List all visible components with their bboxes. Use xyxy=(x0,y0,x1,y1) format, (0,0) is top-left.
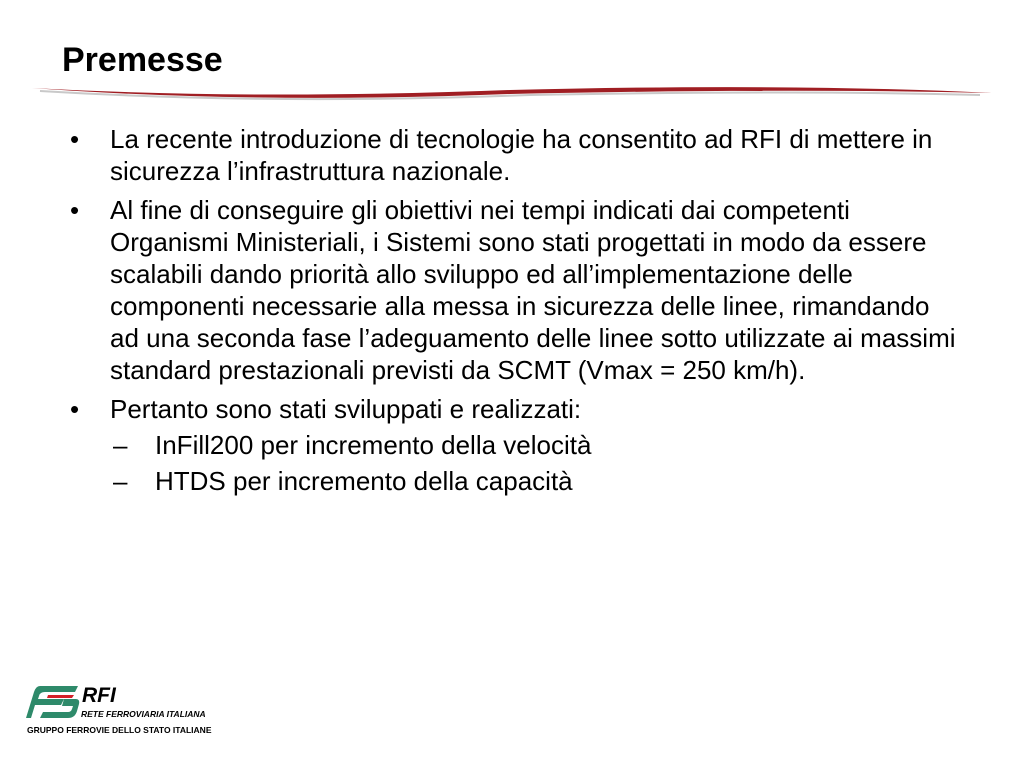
sub-bullet-list xyxy=(110,429,964,497)
bullet-text: Pertanto sono stati sviluppati e realizzati: xyxy=(110,394,582,424)
bullet-marker: • xyxy=(70,195,80,225)
bullet-item xyxy=(64,393,964,497)
bullet-text: Al fine di conseguire gli obiettivi nei tempi indicati dai competenti Organismi Ministeriali, i Sistemi sono stati progettati in modo da essere scalabili dando priorità allo sviluppo ed all’implementazione delle componenti necessarie alla messa in sicurezza delle linee, rimandando ad una seconda fase l’adeguamento delle linee sotto utilizzate ai massimi standard prestazionali previsti da SCMT (Vmax = 250 km/h). xyxy=(110,195,956,385)
sub-bullet-item xyxy=(110,465,964,497)
fs-logo-icon xyxy=(26,683,82,721)
sub-bullet-text: HTDS per incremento della capacità xyxy=(155,466,573,496)
rfi-logo xyxy=(26,683,226,739)
bullet-list xyxy=(64,123,964,497)
bullet-text: La recente introduzione di tecnologie ha consentito ad RFI di mettere in sicurezza l’infrastruttura nazionale. xyxy=(110,124,933,186)
title-underline xyxy=(30,80,995,104)
bullet-marker: • xyxy=(70,394,80,424)
sub-bullet-text: InFill200 per incremento della velocità xyxy=(155,430,592,460)
sub-bullet-marker: – xyxy=(113,466,128,496)
bullet-item xyxy=(64,123,964,187)
logo-subtitle: RETE FERROVIARIA ITALIANA xyxy=(81,709,206,719)
logo-group-name: GRUPPO FERROVIE DELLO STATO ITALIANE xyxy=(27,725,212,735)
sub-bullet-marker: – xyxy=(113,430,128,460)
bullet-item xyxy=(64,194,964,386)
bullet-marker: • xyxy=(70,124,80,154)
slide-title: Premesse xyxy=(62,41,223,79)
slide-content xyxy=(64,123,964,504)
sub-bullet-item xyxy=(110,429,964,461)
logo-name: RFI xyxy=(82,684,116,707)
